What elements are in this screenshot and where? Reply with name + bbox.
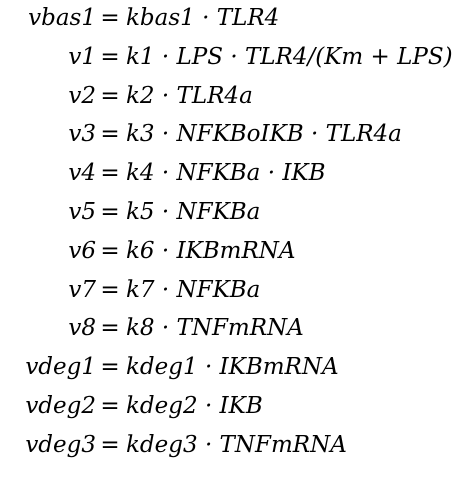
equation-lhs: vdeg1	[25, 354, 96, 381]
equation-row	[0, 310, 414, 347]
equation-lhs: vdeg2	[25, 393, 96, 419]
equation-row	[0, 39, 453, 76]
equation-rhs: k5 · NFKBa	[126, 199, 261, 225]
equals-sign: =	[100, 43, 120, 70]
equation-lhs: v5	[68, 199, 96, 225]
equation-lhs: v8	[68, 315, 96, 342]
equation-rhs: k3 · NFKBoIKB · TLR4a	[126, 121, 402, 148]
equals-sign: =	[100, 237, 120, 264]
equation-rhs: k8 · TNFmRNA	[126, 315, 304, 342]
equation-lhs: v7	[68, 276, 96, 303]
equation-row	[0, 155, 414, 192]
equals-sign: =	[100, 354, 120, 381]
equation-lhs: vdeg3	[25, 431, 96, 458]
equation-row	[0, 233, 414, 270]
equation-rhs: k1 · LPS · TLR4/(Km + LPS)	[126, 43, 453, 70]
equation-row	[0, 116, 414, 153]
equation-rhs: k2 · TLR4a	[126, 82, 253, 109]
equals-sign: =	[100, 82, 120, 109]
equation-row	[0, 388, 414, 425]
equation-rhs: kdeg3 · TNFmRNA	[126, 431, 347, 458]
equals-sign: =	[100, 160, 120, 187]
equation-row	[0, 349, 414, 386]
equation-row	[0, 272, 414, 309]
equation-lhs: vbas1	[28, 5, 96, 31]
equation-rhs: kdeg1 · IKBmRNA	[126, 354, 339, 381]
equation-row	[0, 427, 414, 464]
equation-rhs: kbas1 · TLR4	[126, 5, 280, 31]
equals-sign: =	[100, 315, 120, 342]
equation-lhs: v4	[68, 160, 96, 187]
equation-rhs: kdeg2 · IKB	[126, 393, 263, 419]
equation-rhs: k4 · NFKBa · IKB	[126, 160, 326, 187]
equals-sign: =	[100, 431, 120, 458]
equals-sign: =	[100, 121, 120, 148]
equation-lhs: v1	[68, 43, 96, 70]
equation-rhs: k7 · NFKBa	[126, 276, 261, 303]
equation-lhs: v3	[68, 121, 96, 148]
equation-row	[0, 0, 414, 37]
equation-row	[0, 78, 414, 115]
equation-lhs: v2	[68, 82, 96, 109]
equals-sign: =	[100, 199, 120, 225]
equals-sign: =	[100, 5, 120, 31]
equation-rhs: k6 · IKBmRNA	[126, 237, 296, 264]
equation-row	[0, 194, 414, 231]
equation-lhs: v6	[68, 237, 96, 264]
equals-sign: =	[100, 393, 120, 419]
equals-sign: =	[100, 276, 120, 303]
